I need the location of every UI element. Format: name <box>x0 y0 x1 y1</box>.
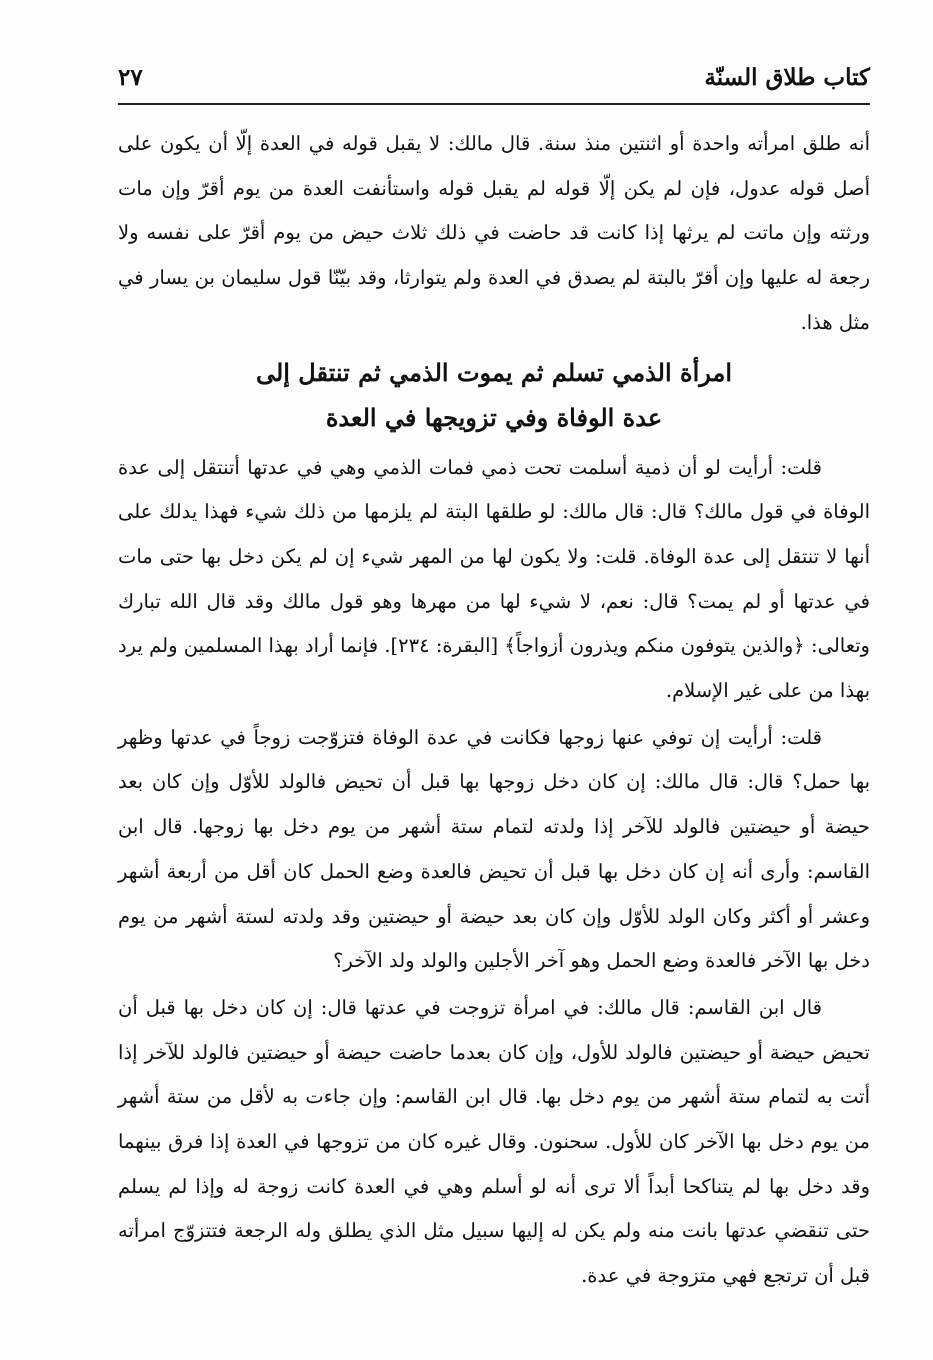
paragraph-dhimmi-question: قلت: أرأيت لو أن ذمية أسلمت تحت ذمي فمات الذمي وهي في عدتها أتنتقل إلى عدة الوفاة في قول مالك؟ قال: قال مالك: لو طلقها البتة لم يلزمها من ذلك شيء فهذا يدلك على أنها لا تنتقل إلى عدة الوفاة. قلت: ولا يكون لها من المهر شيء إن لم يكن دخل بها حتى مات في عدتها أو لم يمت؟ قال: نعم، لا شيء لها من مهرها وهو قول مالك وقد قال الله تبارك وتعالى: ﴿والذين يتوفون منكم ويذرون أزواجاً﴾ [البقرة: ٢٣٤]. فإنما أراد بهذا المسلمين ولم يرد بهذا من على غير الإسلام. <box>118 455 870 703</box>
paragraph-widow-remarriage: قلت: أرأيت إن توفي عنها زوجها فكانت في عدة الوفاة فتزوّجت زوجاً في عدتها وظهر بها حمل؟ قال: قال مالك: إن كان دخل زوجها بها قبل أن تحيض فالولد للأوّل وإن كان بعد حيضة أو حيضتين فالولد للآخر إذا ولدته لتمام ستة أشهر من يوم دخل بها زوجها. قال ابن القاسم: وأرى أنه إن كان دخل بها قبل أن تحيض فالعدة وضع الحمل كان أقل من أربعة أشهر وعشر أو أكثر وكان الولد للأوّل وإن كان بعد حيضة أو حيضتين وقد ولدته لستة أشهر من يوم دخل بها الآخر فالعدة وضع الحمل وهو آخر الأجلين والولد ولد الآخر؟ <box>118 725 870 973</box>
section-heading <box>118 350 870 440</box>
page-number: ٢٧ <box>118 64 143 91</box>
running-title: كتاب طلاق السنّة <box>704 64 870 91</box>
page-header <box>118 56 870 100</box>
paragraph-opening: أنه طلق امرأته واحدة أو اثنتين منذ سنة. قال مالك: لا يقبل قوله في العدة إلّا أن يكون على أصل قوله عدول، فإن لم يكن إلّا قوله لم يقبل قوله واستأنفت العدة من يوم أقرّ وإن مات ورثته وإن ماتت لم يرثها إذا كانت قد حاضت في ذلك ثلاث حيض من يوم أقرّ على نفسه ولا رجعة له عليها وإن أقرّ بالبتة لم يصدق في العدة ولم يتوارثا، وقد بيّنّا قول سليمان بن يسار في مثل هذا. <box>118 132 870 334</box>
paragraph-ibn-al-qasim: قال ابن القاسم: قال مالك: في امرأة تزوجت في عدتها قال: إن كان دخل بها قبل أن تحيض حيضة أو حيضتين فالولد للأول، وإن كان بعدما حاضت حيضة أو حيضتين فالولد للآخر إذا أتت به لتمام ستة أشهر من يوم دخل بها. قال ابن القاسم: وإن جاءت به لأقل من ستة أشهر من يوم دخل بها الآخر كان للأول. سحنون. وقال غيره كان من تزوجها في العدة إذا فرق بينهما وقد دخل بها لم يتناكحا أبداً ألا ترى أنه لو أسلم وهي في العدة كانت زوجة له وإذا لم يسلم حتى تنقضي عدتها بانت منه ولم يكن له إليها سبيل مثل الذي يطلق وله الرجعة فتتزوّج امرأته قبل أن ترتجع فهي متزوجة في عدة. <box>118 995 870 1288</box>
section-heading-line-1: امرأة الذمي تسلم ثم يموت الذمي ثم تنتقل إلى <box>255 357 733 387</box>
page-body <box>118 122 870 1299</box>
section-heading-line-2: عدة الوفاة وفي تزويجها في العدة <box>325 402 663 432</box>
header-divider <box>118 103 870 105</box>
